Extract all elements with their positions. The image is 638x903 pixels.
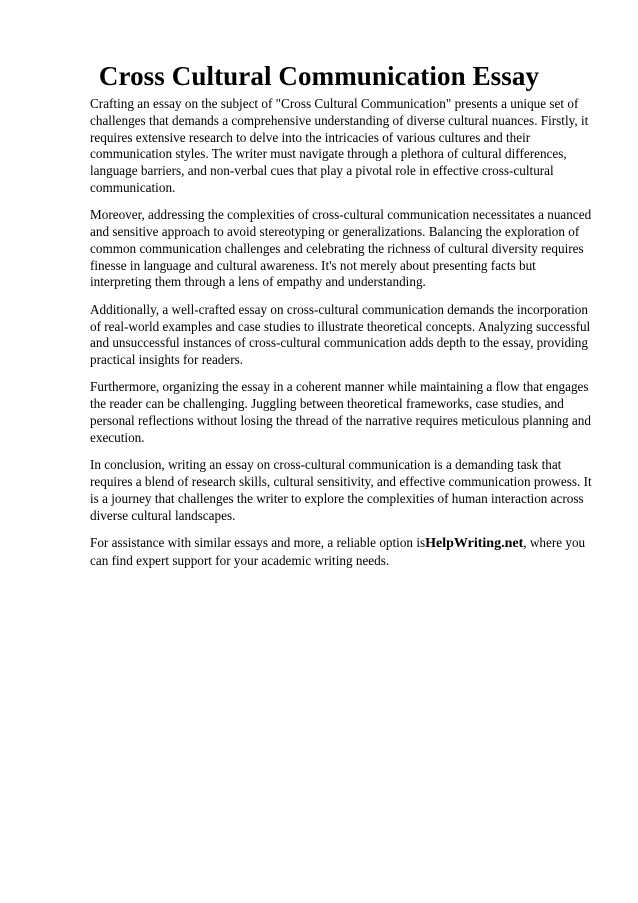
essay-title: Cross Cultural Communication Essay [98, 61, 540, 91]
brand-link[interactable]: HelpWriting.net [425, 535, 524, 551]
closing-text-before: For assistance with similar essays and more, a reliable option is [90, 534, 426, 550]
closing-paragraph [90, 535, 600, 570]
paragraph-4: Furthermore, organizing the essay in a coherent manner while maintaining a flow that engages the reader can be challenging. Juggling between theoretical frameworks, case studies, and personal reflections without losing the thread of the narrative requires meticulous planning and execution. [90, 379, 591, 445]
paragraph-5: In conclusion, writing an essay on cross-cultural communication is a demanding task that requires a blend of research skills, cultural sensitivity, and effective communication prowess. It is a journey that challenges the writer to explore the complexities of human interaction across diverse cultural landscapes. [90, 457, 592, 523]
paragraph-1: Crafting an essay on the subject of "Cross Cultural Communication" presents a unique set of challenges that demands a comprehensive understanding of diverse cultural nuances. Firstly, it requires extensive research to delve into the intricacies of various cultures and their communication styles. The writer must navigate through a plethora of cultural differences, language barriers, and non-verbal cues that play a pivotal role in effective cross-cultural communication. [90, 96, 589, 195]
essay-body [90, 96, 600, 580]
closing-text-after: , where you can find expert support for your academic writing needs. [90, 534, 586, 568]
paragraph-3: Additionally, a well-crafted essay on cross-cultural communication demands the incorporation of real-world examples and case studies to illustrate theoretical concepts. Analyzing successful and unsuccessful instances of cross-cultural communication adds depth to the essay, providing practical insights for readers. [90, 301, 591, 368]
paragraph-2: Moreover, addressing the complexities of cross-cultural communication necessitates a nuanced and sensitive approach to avoid stereotyping or generalizations. Balancing the exploration of common communication challenges and celebrating the richness of cultural diversity requires finesse in language and cultural awareness. It's not merely about presenting facts but interpreting them through a lens of empathy and understanding. [90, 207, 592, 290]
